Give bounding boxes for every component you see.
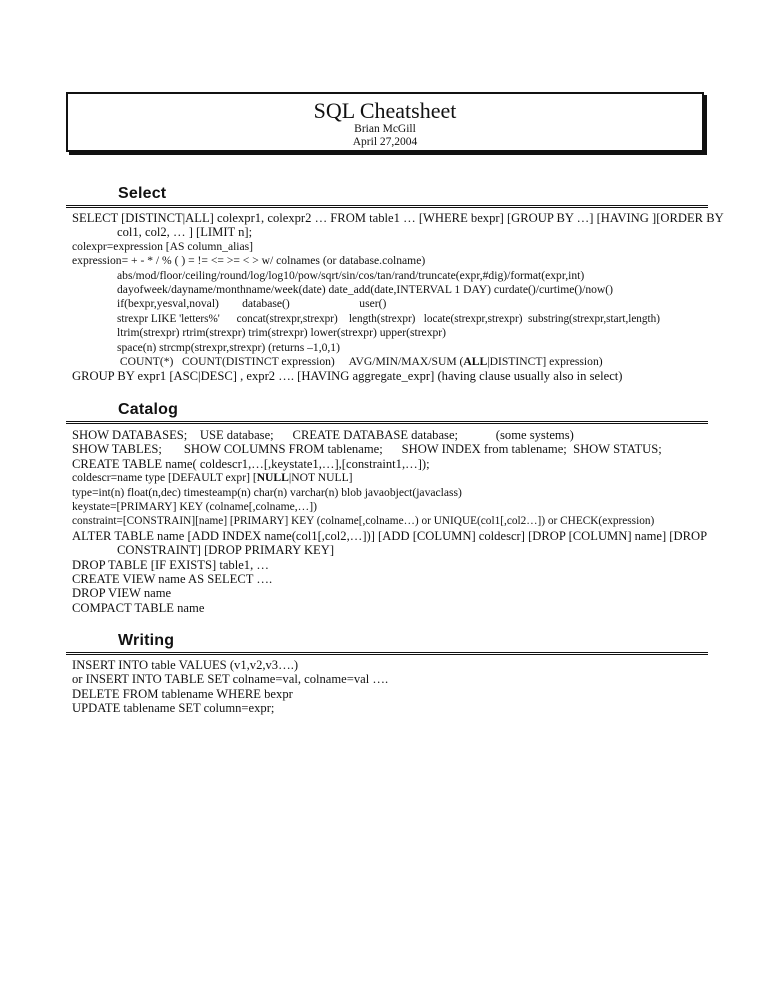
select-block [72,211,732,384]
text-fragment: |NOT NULL] [288,471,353,485]
date: April 27,2004 [352,136,418,148]
text-line: DROP VIEW name [72,586,172,601]
author: Brian McGill [354,123,416,135]
text-fragment: COUNT(*) COUNT(DISTINCT expression) AVG/MIN/MAX/SUM ( [117,355,464,369]
coldescr-line [72,471,732,485]
text-line: CREATE TABLE name( coldescr1,…[,keystate1,…],[constraint1,…]); [72,456,430,471]
section-heading-writing: Writing [118,632,175,649]
aggregate-line [72,355,732,369]
text-line: DELETE FROM tablename WHERE bexpr [72,686,293,701]
section-heading-catalog: Catalog [118,401,179,418]
text-line: SHOW TABLES; SHOW COLUMNS FROM tablename; SHOW INDEX from tablename; SHOW STATUS; [72,442,662,457]
text-line: type=int(n) float(n,dec) timesteamp(n) char(n) varchar(n) blob javaobject(javaclass) [72,485,462,499]
writing-block [72,658,732,716]
text-line: or INSERT INTO TABLE SET colname=val, colname=val …. [72,672,389,687]
section-heading-select: Select [118,185,167,202]
text-line: expression= + - * / % ( ) = != <= >= < > w/ colnames (or database.colname) [72,254,426,268]
text-line: dayofweek/dayname/monthname/week(date) date_add(date,INTERVAL 1 DAY) curdate()/curtime()/now() [117,283,614,297]
page-title: SQL Cheatsheet [313,98,457,123]
text-line: CREATE VIEW name AS SELECT …. [72,572,273,587]
text-line: ALTER TABLE name [ADD INDEX name(col1[,col2,…])] [ADD [COLUMN] coldescr] [DROP [COLUMN] name] [DROP [72,528,708,543]
section-rule [66,205,708,208]
text-fragment: coldescr=name type [DEFAULT expr] [ [72,471,257,485]
text-line: DROP TABLE [IF EXISTS] table1, … [72,557,269,572]
text-fragment: |DISTINCT] expression) [487,355,603,369]
section-rule [66,652,708,655]
text-line: strexpr LIKE 'letters%' concat(strexpr,strexpr) length(strexpr) locate(strexpr,strexpr) substring(strexpr,start,length) [117,312,660,325]
text-line: colexpr=expression [AS column_alias] [72,239,254,253]
text-line: SHOW DATABASES; USE database; CREATE DATABASE database; (some systems) [72,428,574,442]
title-box [66,92,704,152]
text-fragment-bold: NULL [256,471,289,485]
text-line: COMPACT TABLE name [72,600,205,615]
catalog-block [72,428,732,615]
text-line: INSERT INTO table VALUES (v1,v2,v3….) [72,658,299,672]
text-line: ltrim(strexpr) rtrim(strexpr) trim(strexpr) lower(strexpr) upper(strexpr) [117,326,447,340]
text-line: SELECT [DISTINCT|ALL] colexpr1, colexpr2 … FROM table1 … [WHERE bexpr] [GROUP BY …] [HAVING ][ORDER BY [72,211,724,225]
text-line: col1, col2, … ] [LIMIT n]; [117,225,253,240]
text-line: if(bexpr,yesval,noval) database() user() [117,297,387,311]
text-line: abs/mod/floor/ceiling/round/log/log10/pow/sqrt/sin/cos/tan/rand/truncate(expr,#dig)/format(expr,int) [117,268,585,282]
text-fragment-bold: ALL [463,355,488,369]
section-rule [66,421,708,424]
text-line: GROUP BY expr1 [ASC|DESC] , expr2 …. [HAVING aggregate_expr] (having clause usually also in select) [72,369,623,384]
text-line: space(n) strcmp(strexpr,strexpr) (returns –1,0,1) [117,340,340,354]
text-line: CONSTRAINT] [DROP PRIMARY KEY] [117,543,335,558]
text-line: UPDATE tablename SET column=expr; [72,701,275,716]
text-line: constraint=[CONSTRAIN][name] [PRIMARY] KEY (colname[,colname…) or UNIQUE(col1[,col2…]) or CHECK(expression) [72,515,655,528]
text-line: keystate=[PRIMARY] KEY (colname[,colname,…]) [72,500,318,514]
